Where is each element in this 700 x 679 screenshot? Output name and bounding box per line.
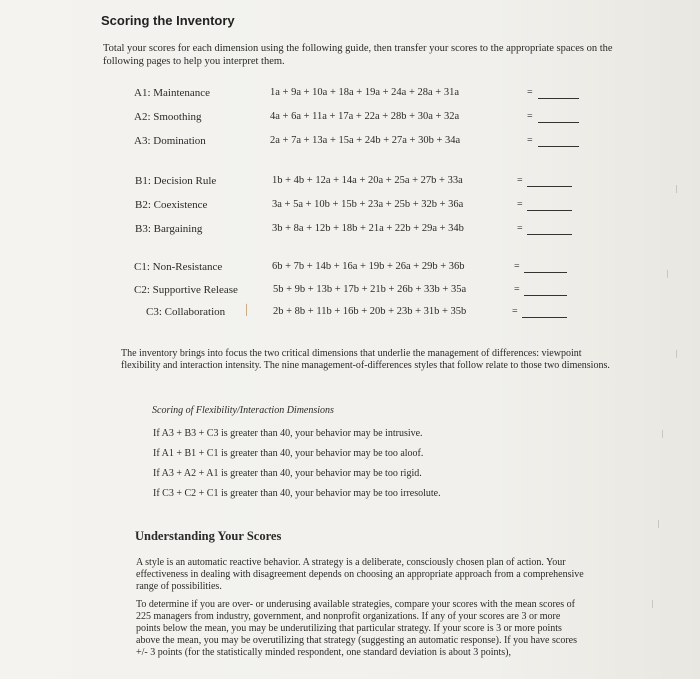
- formula-b2: 3a + 5a + 10b + 15b + 23a + 25b + 32b + 36a: [272, 199, 464, 210]
- score-blank-c3[interactable]: [522, 317, 567, 318]
- rule-aloof: If A1 + B1 + C1 is greater than 40, your behavior may be too aloof.: [153, 448, 424, 459]
- scoring-subtitle: Scoring of Flexibility/Interaction Dimensions: [152, 405, 334, 416]
- formula-c2: 5b + 9b + 13b + 17b + 21b + 26b + 33b + 35a: [273, 284, 467, 295]
- margin-tick: [676, 185, 677, 193]
- formula-c1: 6b + 7b + 14b + 16a + 19b + 26a + 29b + 36b: [272, 261, 465, 272]
- score-blank-c2[interactable]: [524, 295, 567, 296]
- equals-sign: =: [517, 175, 523, 186]
- equals-sign: =: [517, 199, 523, 210]
- score-blank-a3[interactable]: [538, 146, 579, 147]
- margin-tick: [658, 520, 659, 528]
- equals-sign: =: [514, 284, 520, 295]
- row-label-c3: C3: Collaboration: [146, 306, 226, 318]
- row-label-a1: A1: Maintenance: [134, 87, 211, 99]
- equals-sign: =: [512, 306, 518, 317]
- row-label-a3: A3: Domination: [134, 135, 206, 147]
- score-blank-b2[interactable]: [527, 210, 572, 211]
- score-blank-b3[interactable]: [527, 234, 572, 235]
- formula-a1: 1a + 9a + 10a + 18a + 19a + 24a + 28a + 31a: [270, 87, 459, 98]
- score-blank-a2[interactable]: [538, 122, 579, 123]
- row-label-b3: B3: Bargaining: [135, 223, 203, 235]
- formula-c3: 2b + 8b + 11b + 16b + 20b + 23b + 31b + 35b: [273, 306, 467, 317]
- equals-sign: =: [517, 223, 523, 234]
- margin-tick: [676, 350, 677, 358]
- cursor-mark-icon: │: [243, 305, 251, 316]
- score-blank-c1[interactable]: [524, 272, 567, 273]
- formula-a2: 4a + 6a + 11a + 17a + 22a + 28b + 30a + 32a: [270, 111, 460, 122]
- intro-paragraph: Total your scores for each dimension using the following guide, then transfer your scores to the appropriate spaces on the following pages to help you interpret them.: [103, 43, 613, 67]
- formula-a3: 2a + 7a + 13a + 15a + 24b + 27a + 30b + 34a: [270, 135, 461, 146]
- row-label-c1: C1: Non-Resistance: [134, 261, 223, 273]
- style-paragraph: A style is an automatic reactive behavior. A strategy is a deliberate, consciously chosen plan of action. Your effectiveness in dealing with disagreement depends on choosing an appropriate approach from a comprehensive range of possibilities.: [136, 557, 584, 592]
- equals-sign: =: [514, 261, 520, 272]
- rule-intrusive: If A3 + B3 + C3 is greater than 40, your behavior may be intrusive.: [153, 428, 423, 439]
- row-label-b1: B1: Decision Rule: [135, 175, 217, 187]
- margin-tick: [652, 600, 653, 608]
- row-label-b2: B2: Coexistence: [135, 199, 208, 211]
- rule-irresolute: If C3 + C2 + C1 is greater than 40, your behavior may be too irresolute.: [153, 488, 441, 499]
- row-label-a2: A2: Smoothing: [134, 111, 202, 123]
- focus-paragraph: The inventory brings into focus the two critical dimensions that underlie the management of differences: viewpoint flexibility and interaction intensity. The nine management-of-differences styles that follow relate to those two dimensions.: [121, 348, 610, 371]
- mean-score-paragraph: To determine if you are over- or underusing available strategies, compare your scores with the mean scores of 225 managers from industry, government, and nonprofit organizations. If any of your scores are 3 or more points below the mean, you may be underutilizing that particular strategy. If your score is 3 or more points above the mean, you may be overutilizing that strategy (suggesting an automatic response). If you have scores +/- 3 points (for the statistically minded respondent, one standard deviation is about 3 points),: [136, 599, 577, 658]
- margin-tick: [662, 430, 663, 438]
- row-label-c2: C2: Supportive Release: [134, 284, 238, 296]
- formula-b1: 1b + 4b + 12a + 14a + 20a + 25a + 27b + 33a: [272, 175, 463, 186]
- score-blank-a1[interactable]: [538, 98, 579, 99]
- equals-sign: =: [527, 135, 533, 146]
- rule-rigid: If A3 + A2 + A1 is greater than 40, your behavior may be too rigid.: [153, 468, 422, 479]
- margin-tick: [667, 270, 668, 278]
- formula-b3: 3b + 8a + 12b + 18b + 21a + 22b + 29a + 34b: [272, 223, 464, 234]
- equals-sign: =: [527, 111, 533, 122]
- equals-sign: =: [527, 87, 533, 98]
- section-heading: Understanding Your Scores: [135, 529, 282, 543]
- score-blank-b1[interactable]: [527, 186, 572, 187]
- page-title: Scoring the Inventory: [101, 13, 235, 28]
